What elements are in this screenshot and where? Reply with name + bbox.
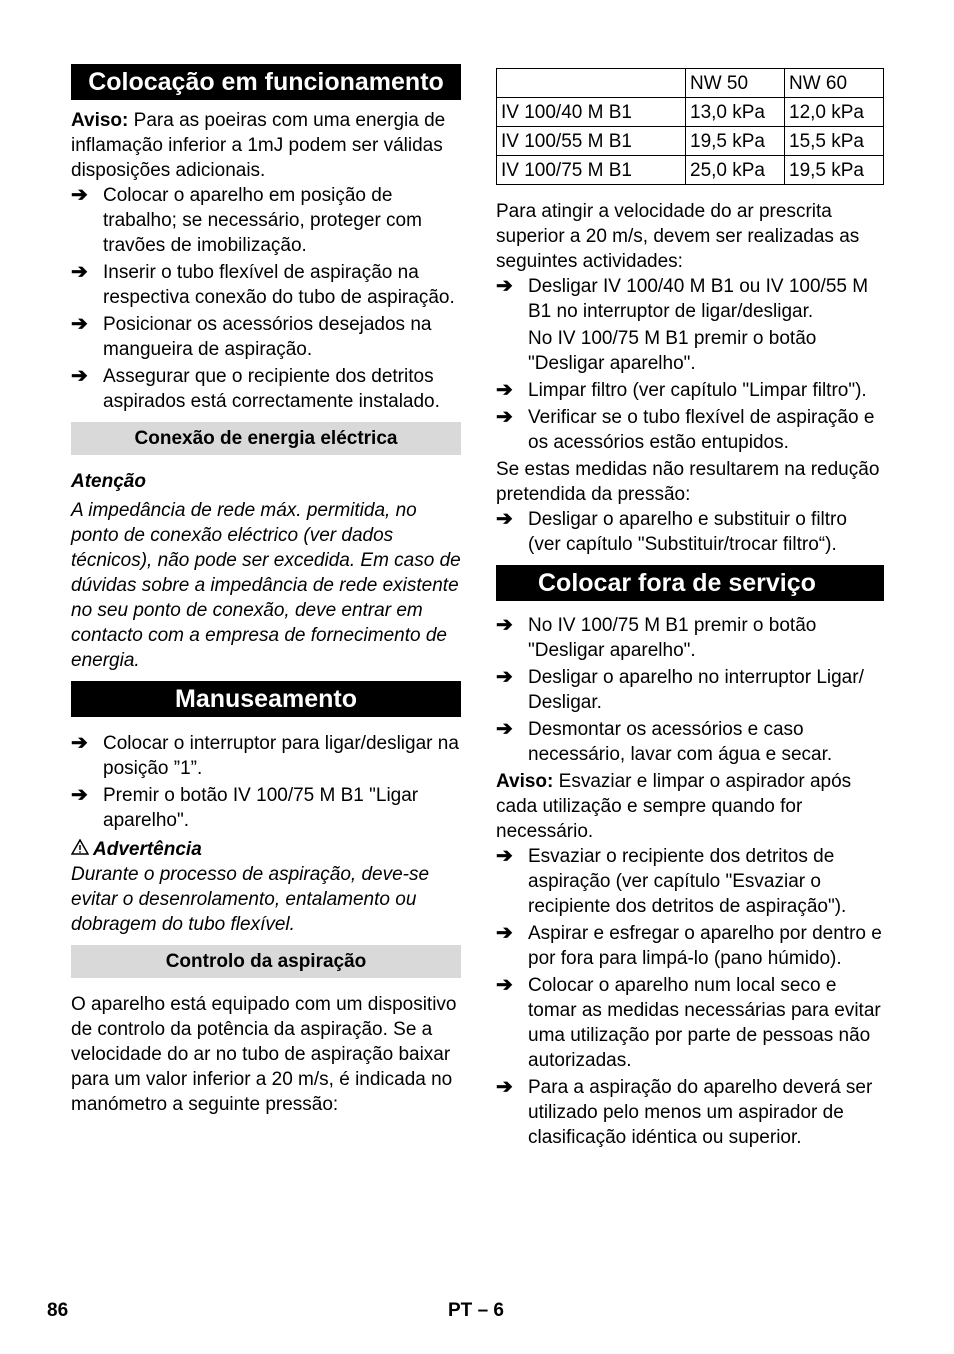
step-text: Desligar IV 100/40 M B1 ou IV 100/55 M B1 no interruptor de ligar/desligar. (528, 276, 869, 322)
step-text: Desligar o aparelho no interruptor Ligar/ Desligar. (528, 667, 864, 713)
aviso-paragraph-right (496, 769, 884, 844)
step-item (496, 973, 884, 1073)
table-row (497, 156, 884, 185)
table-cell: 25,0 kPa (686, 156, 785, 185)
step-item (496, 274, 884, 324)
step-item (496, 405, 884, 455)
step-item (71, 260, 461, 310)
pressure-table (496, 68, 884, 185)
atencao-label: Atenção (71, 471, 146, 492)
step-item (496, 378, 884, 403)
atencao-text: A impedância de rede máx. permitida, no ponto de conexão eléctrico (ver dados técnicos), não pode ser excedida. Em caso de dúvidas sobre a impedância de rede existente no seu ponto de conexão, deve entrar em contacto com a empresa de fornecimento de energia. (71, 500, 461, 671)
arrow-right-icon: ➔ (496, 845, 513, 867)
table-cell: 12,0 kPa (785, 98, 884, 127)
left-column (71, 64, 461, 1117)
arrow-right-icon: ➔ (496, 1076, 513, 1098)
heading-controlo-aspiracao: Controlo da aspiração (71, 945, 461, 978)
right-column (496, 68, 884, 1152)
heading-colocacao-em-funcionamento: Colocação em funcionamento (71, 64, 461, 100)
arrow-right-icon: ➔ (496, 379, 513, 401)
arrow-right-icon: ➔ (71, 261, 88, 283)
step-item (496, 844, 884, 919)
warning-triangle-icon (71, 837, 93, 862)
steps-list-substituir (496, 507, 884, 557)
aviso-text: Para as poeiras com uma energia de inflamação inferior a 1mJ podem ser válidas disposições adicionais. (71, 110, 446, 181)
step-item (496, 665, 884, 715)
step-text: Colocar o aparelho em posição de trabalho; se necessário, proteger com travões de imobilização. (103, 185, 422, 256)
table-cell: 19,5 kPa (785, 156, 884, 185)
step-item (71, 783, 461, 833)
footer-page: – 6 (477, 1300, 504, 1321)
table-row (497, 98, 884, 127)
steps-list-shutdown (496, 613, 884, 767)
page-number: 86 (47, 1300, 69, 1321)
step-item (71, 183, 461, 258)
arrow-right-icon: ➔ (496, 718, 513, 740)
step-item (71, 731, 461, 781)
step-item (71, 312, 461, 362)
table-cell: 19,5 kPa (686, 127, 785, 156)
aviso-label-right: Aviso: (496, 771, 554, 792)
step-text: Verificar se o tubo flexível de aspiração e os acessórios estão entupidos. (528, 407, 875, 453)
step-item (496, 1075, 884, 1150)
arrow-right-icon: ➔ (71, 784, 88, 806)
step-text: Colocar o aparelho num local seco e tomar as medidas necessárias para evitar uma utilização por parte de pessoas não autorizadas. (528, 975, 881, 1071)
table-cell: NW 50 (686, 69, 785, 98)
arrow-right-icon: ➔ (496, 406, 513, 428)
step-text: Desligar o aparelho e substituir o filtro (ver capítulo "Substituir/trocar filtro“). (528, 509, 847, 555)
arrow-right-icon: ➔ (71, 732, 88, 754)
steps-list-startup (71, 183, 461, 414)
step-text: Posicionar os acessórios desejados na mangueira de aspiração. (103, 314, 432, 360)
table-row (497, 127, 884, 156)
steps-list-filter (496, 378, 884, 455)
sub-step-desligar: No IV 100/75 M B1 premir o botão "Desligar aparelho". (528, 328, 817, 374)
arrow-right-icon: ➔ (71, 313, 88, 335)
table-cell: IV 100/55 M B1 (497, 127, 686, 156)
velocidade-paragraph: Para atingir a velocidade do ar prescrita superior a 20 m/s, devem ser realizadas as seguintes actividades: (496, 201, 860, 272)
arrow-right-icon: ➔ (496, 974, 513, 996)
arrow-right-icon: ➔ (71, 184, 88, 206)
controlo-text: O aparelho está equipado com um dispositivo de controlo da potência da aspiração. Se a velocidade do ar no tubo de aspiração baixar para um valor inferior a 20 m/s, é indicada no manómetro a seguinte pressão: (71, 994, 457, 1115)
step-item (496, 717, 884, 767)
arrow-right-icon: ➔ (71, 365, 88, 387)
step-text: Aspirar e esfregar o aparelho por dentro e por fora para limpá-lo (pano húmido). (528, 923, 882, 969)
heading-manuseamento: Manuseamento (71, 681, 461, 717)
table-cell (497, 69, 686, 98)
aviso-paragraph (71, 108, 461, 183)
steps-list-velocity (496, 274, 884, 324)
steps-list-cleaning (496, 844, 884, 1150)
footer-section (448, 1298, 504, 1323)
step-item (496, 507, 884, 557)
step-text: No IV 100/75 M B1 premir o botão "Desligar aparelho". (528, 615, 817, 661)
step-item (496, 921, 884, 971)
table-header-row (497, 69, 884, 98)
table-cell: IV 100/75 M B1 (497, 156, 686, 185)
aviso-label: Aviso: (71, 110, 129, 131)
arrow-right-icon: ➔ (496, 508, 513, 530)
heading-conexao-energia: Conexão de energia eléctrica (71, 422, 461, 455)
step-text: Colocar o interruptor para ligar/desligar na posição ”1”. (103, 733, 459, 779)
arrow-right-icon: ➔ (496, 275, 513, 297)
advertencia-line (71, 837, 461, 862)
steps-list-handling (71, 731, 461, 833)
step-text: Para a aspiração do aparelho deverá ser utilizado pelo menos um aspirador de clasificação idéntica ou superior. (528, 1077, 873, 1148)
step-item (71, 364, 461, 414)
table-cell: 13,0 kPa (686, 98, 785, 127)
reducao-paragraph: Se estas medidas não resultarem na redução pretendida da pressão: (496, 459, 880, 505)
step-text: Inserir o tubo flexível de aspiração na respectiva conexão do tubo de aspiração. (103, 262, 455, 308)
arrow-right-icon: ➔ (496, 666, 513, 688)
step-text: Esvaziar o recipiente dos detritos de aspiração (ver capítulo "Esvaziar o recipiente dos detritos de aspiração"). (528, 846, 847, 917)
step-text: Assegurar que o recipiente dos detritos aspirados está correctamente instalado. (103, 366, 440, 412)
table-cell: IV 100/40 M B1 (497, 98, 686, 127)
arrow-right-icon: ➔ (496, 922, 513, 944)
step-item (496, 613, 884, 663)
step-text: Desmontar os acessórios e caso necessário, lavar com água e secar. (528, 719, 833, 765)
heading-colocar-fora-de-servico: Colocar fora de serviço (496, 565, 884, 601)
step-text: Limpar filtro (ver capítulo "Limpar filtro"). (528, 380, 867, 401)
step-text: Premir o botão IV 100/75 M B1 "Ligar aparelho". (103, 785, 419, 831)
aviso-text-right: Esvaziar e limpar o aspirador após cada utilização e sempre quando for necessário. (496, 771, 852, 842)
table-cell: NW 60 (785, 69, 884, 98)
arrow-right-icon: ➔ (496, 614, 513, 636)
advertencia-text: Durante o processo de aspiração, deve-se evitar o desenrolamento, entalamento ou dobragem do tubo flexível. (71, 864, 430, 935)
advertencia-label: Advertência (93, 839, 202, 860)
footer-language: PT (448, 1300, 473, 1321)
table-cell: 15,5 kPa (785, 127, 884, 156)
